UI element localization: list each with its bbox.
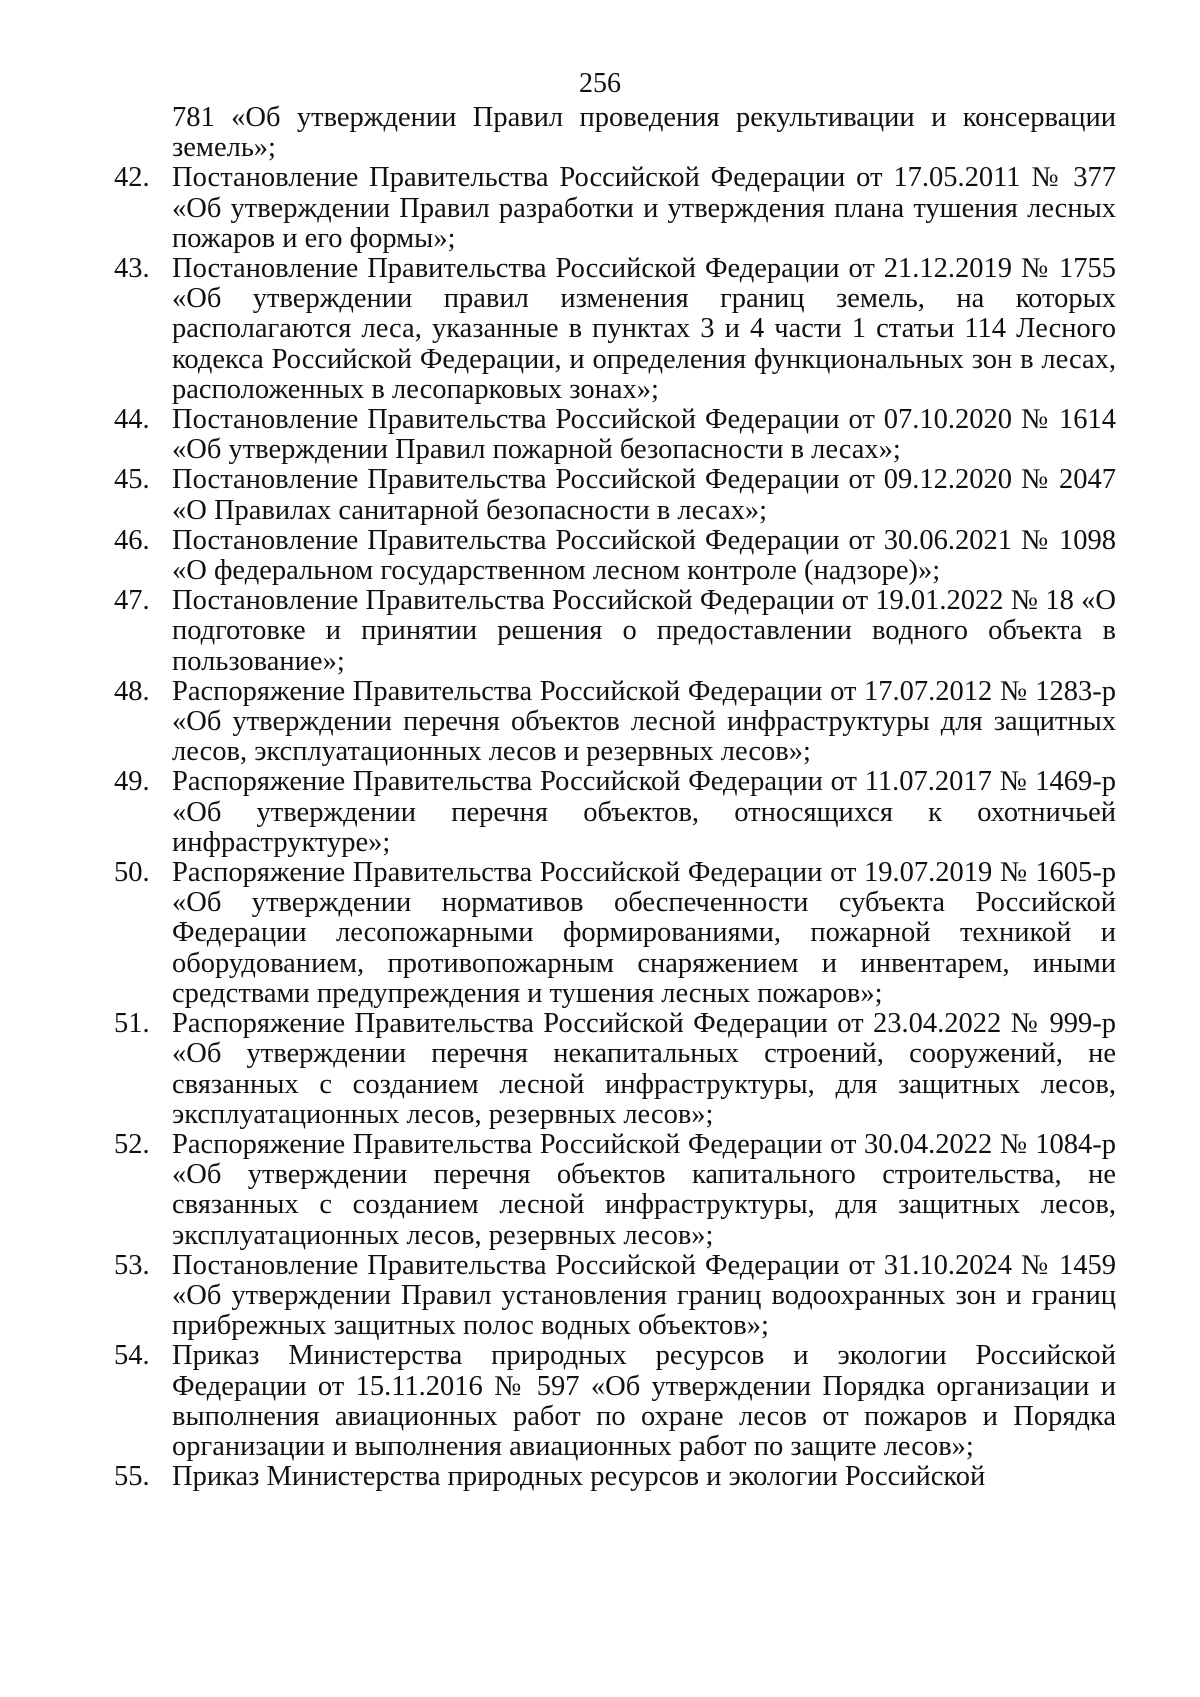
list-item-text: Распоряжение Правительства Российской Федерации от 30.04.2022 № 1084-р «Об утверждении перечня объектов капитального строительства, не связанных с созданием лесной инфраструктуры, для защитных лесов, эксплуатационных лесов, резервных лесов»; [172,1128,1116,1251]
list-item-text: Постановление Правительства Российской Федерации от 31.10.2024 № 1459 «Об утверждении Правил установления границ водоохранных зон и границ прибрежных защитных полос водных объектов»; [172,1249,1116,1342]
list-item-text: Приказ Министерства природных ресурсов и экологии Российской [172,1461,986,1493]
list-item-number: 43. [114,253,150,285]
list-item-number: 42. [114,162,150,194]
list-item [0,586,1116,677]
list-item-number: 47. [114,585,150,617]
list-item-number: 44. [114,404,150,436]
list-item-text: Постановление Правительства Российской Федерации от 17.05.2011 № 377 «Об утверждении Правил разработки и утверждения плана тушения лесных пожаров и его формы»; [172,162,1116,254]
list-item [0,526,1116,586]
list-item-number: 55. [114,1461,150,1493]
list-item-text: Распоряжение Правительства Российской Федерации от 11.07.2017 № 1469-р «Об утверждении перечня объектов, относящихся к охотничьей инфраструктуре»; [172,766,1116,858]
page-number: 256 [579,68,621,99]
list-item-text: Постановление Правительства Российской Федерации от 19.01.2022 № 18 «О подготовке и принятии решения о предоставлении водного объекта в пользование»; [172,585,1116,677]
list-item-number: 54. [114,1340,150,1372]
list-item-number: 49. [114,766,150,798]
list-item [0,254,1116,405]
list-item [0,767,1116,858]
list-item-number: 45. [114,464,150,496]
list-item [0,1462,1116,1492]
list-item-text: Постановление Правительства Российской Федерации от 07.10.2020 № 1614 «Об утверждении Правил пожарной безопасности в лесах»; [172,404,1116,466]
list-item-text: Постановление Правительства Российской Федерации от 30.06.2021 № 1098 «О федеральном государственном лесном контроле (надзоре)»; [172,524,1116,587]
list-item [0,465,1116,525]
list-item-number: 50. [114,857,150,889]
list-item-number: 53. [114,1249,150,1281]
list-item [0,405,1116,465]
list-item [0,1130,1116,1251]
list-item-text: Постановление Правительства Российской Федерации от 21.12.2019 № 1755 «Об утверждении правил изменения границ земель, на которых располагаются леса, указанные в пунктах 3 и 4 части 1 статьи 114 Лесного кодекса Российской Федерации, и определения функциональных зон в лесах, расположенных в лесопарковых зонах»; [172,253,1116,405]
list-item-number: 46. [114,524,150,556]
list-item [0,1341,1116,1462]
list-item-number: 51. [114,1008,150,1040]
list-item-number: 48. [114,675,150,707]
list-item-text: Постановление Правительства Российской Федерации от 09.12.2020 № 2047 «О Правилах санитарной безопасности в лесах»; [172,464,1116,526]
list-item [0,858,1116,1009]
document-body [0,103,1200,1492]
list-item [0,677,1116,768]
list-item [0,1009,1116,1130]
list-item-number: 52. [114,1128,150,1160]
list-item-text: Распоряжение Правительства Российской Федерации от 23.04.2022 № 999-р «Об утверждении перечня некапитальных строений, сооружений, не связанных с созданием лесной инфраструктуры, для защитных лесов, эксплуатационных лесов, резервных лесов»; [172,1008,1116,1130]
list-item-text: Приказ Министерства природных ресурсов и экологии Российской Федерации от 15.11.2016 № 597 «Об утверждении Порядка организации и выполнения авиационных работ по охране лесов от пожаров и Порядка организации и выполнения авиационных работ по защите лесов»; [172,1340,1116,1462]
list-item [0,163,1116,254]
list-item-text: Распоряжение Правительства Российской Федерации от 17.07.2012 № 1283-р «Об утверждении перечня объектов лесной инфраструктуры для защитных лесов, эксплуатационных лесов и резервных лесов»; [172,675,1116,768]
list-item-continuation [0,103,1116,163]
list-item-text: Распоряжение Правительства Российской Федерации от 19.07.2019 № 1605-р «Об утверждении нормативов обеспеченности субъекта Российской Федерации лесопожарными формированиями, пожарной техникой и оборудованием, противопожарным снаряжением и инвентарем, иными средствами предупреждения и тушения лесных пожаров»; [172,857,1116,1009]
list-item-text: 781 «Об утверждении Правил проведения рекультивации и консервации земель»; [172,102,1116,164]
list-item [0,1251,1116,1342]
